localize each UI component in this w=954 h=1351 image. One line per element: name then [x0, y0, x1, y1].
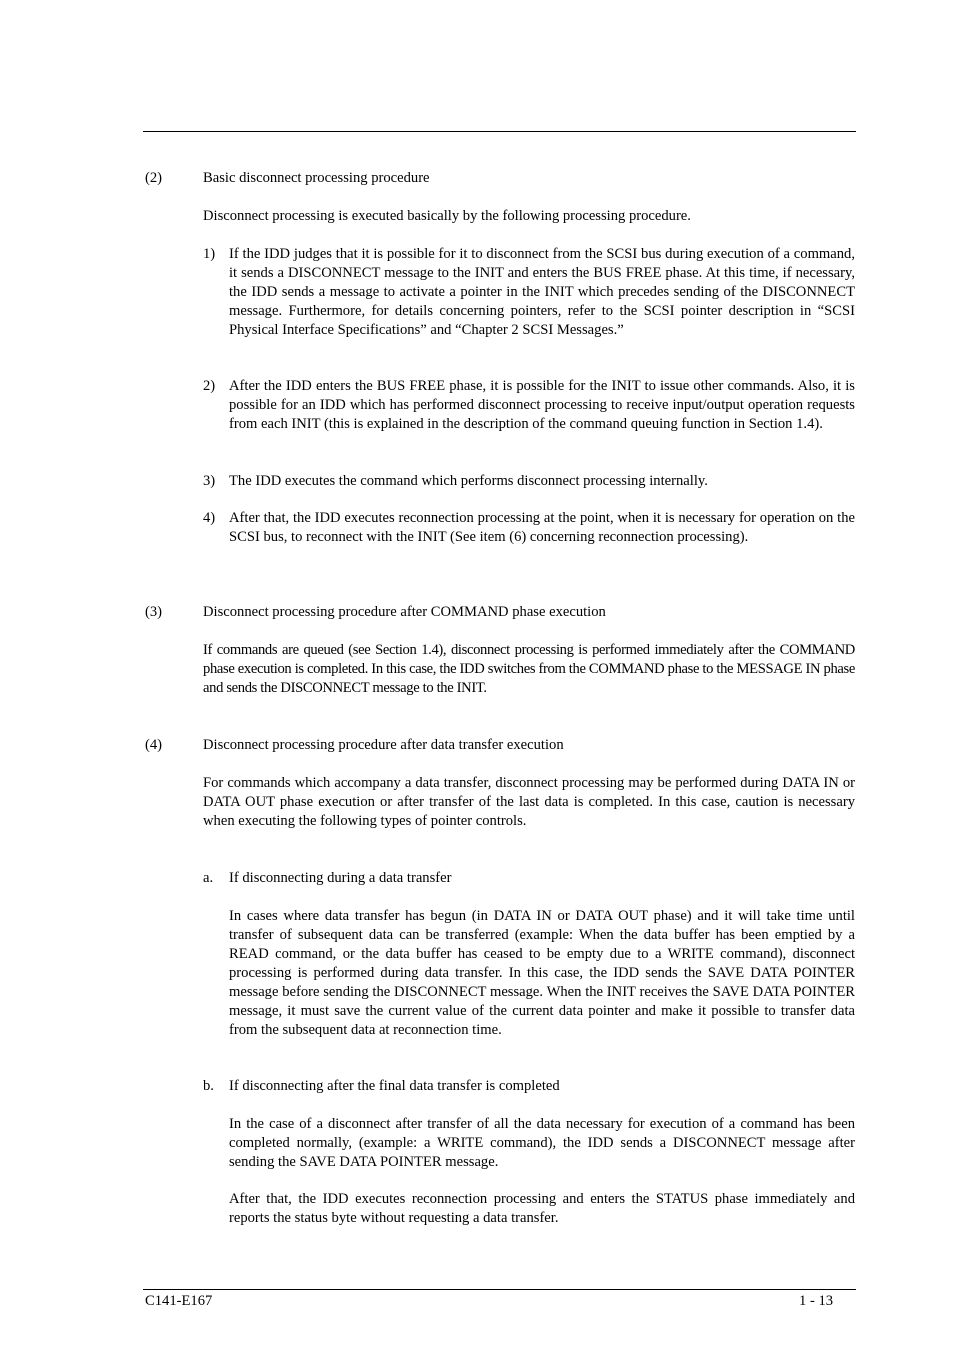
document-id: C141-E167	[145, 1293, 213, 1309]
section-number: (3)	[145, 604, 163, 620]
step-3	[203, 472, 855, 491]
subitem-marker: b.	[203, 1078, 214, 1094]
page-number: 1 - 13	[799, 1293, 834, 1309]
section-title: Basic disconnect processing procedure	[203, 170, 430, 186]
subitem-marker: a.	[203, 870, 214, 886]
step-2	[203, 377, 855, 434]
step-marker: 3)	[203, 473, 216, 489]
subitem-b-heading	[203, 1077, 855, 1096]
step-marker: 2)	[203, 378, 216, 394]
subitem-a-heading	[203, 869, 855, 888]
section-4-body: For commands which accompany a data transfer, disconnect processing may be performed during DATA IN or DATA OUT phase execution or after transfer of the last data is completed. In this case, caution is necessary when executing the following types of pointer controls.	[203, 775, 855, 829]
subitem-title: If disconnecting during a data transfer	[229, 870, 452, 886]
subitem-title: If disconnecting after the final data transfer is completed	[229, 1078, 560, 1094]
subitem-b-body-2: After that, the IDD executes reconnection processing and enters the STATUS phase immediately and reports the status byte without requesting a data transfer.	[229, 1191, 855, 1226]
section-title: Disconnect processing procedure after COMMAND phase execution	[203, 604, 606, 620]
footer-rule	[143, 1289, 856, 1290]
section-title: Disconnect processing procedure after data transfer execution	[203, 737, 564, 753]
step-text: After the IDD enters the BUS FREE phase, it is possible for the INIT to issue other commands. Also, it is possible for an IDD which has performed disconnect processing to receive input/output operation requests from each INIT (this is explained in the description of the command queuing function in Section 1.4).	[229, 378, 855, 432]
subitem-a-body: In cases where data transfer has begun (in DATA IN or DATA OUT phase) and it will take time until transfer of subsequent data can be transferred (example: When the data buffer has been emptied by a READ command, or the data buffer has ceased to be empty due to a WRITE command), disconnect processing is performed during data transfer. In this case, the IDD sends the SAVE DATA POINTER message before sending the DISCONNECT message. When the INIT receives the SAVE DATA POINTER message, it must save the current value of the current data pointer and make it possible to transfer data from the subsequent data at reconnection time.	[229, 908, 855, 1038]
step-text: If the IDD judges that it is possible for it to disconnect from the SCSI bus during execution of a command, it sends a DISCONNECT message to the INIT and enters the BUS FREE phase. At this time, if necessary, the IDD sends a message to activate a pointer in the INIT which precedes sending of the DISCONNECT message. Furthermore, for details concerning pointers, refer to the SCSI pointer description in “SCSI Physical Interface Specifications” and “Chapter 2 SCSI Messages.”	[229, 246, 855, 338]
section-3-body: If commands are queued (see Section 1.4), disconnect processing is performed immediately after the COMMAND phase execution is completed. In this case, the IDD switches from the COMMAND phase to the MESSAGE IN phase and sends the DISCONNECT message to the INIT.	[203, 642, 855, 696]
subitem-b-body-1: In the case of a disconnect after transfer of all the data necessary for execution of a command has been completed normally, (example: a WRITE command), the IDD sends a DISCONNECT message after sending the SAVE DATA POINTER message.	[229, 1116, 855, 1170]
step-text: The IDD executes the command which performs disconnect processing internally.	[229, 473, 708, 489]
section-2-intro: Disconnect processing is executed basically by the following processing procedure.	[203, 208, 691, 224]
step-1	[203, 245, 855, 340]
step-4	[203, 509, 855, 547]
section-number: (2)	[145, 170, 163, 186]
section-number: (4)	[145, 737, 163, 753]
step-marker: 1)	[203, 246, 216, 262]
header-rule	[143, 131, 856, 132]
step-text: After that, the IDD executes reconnection processing at the point, when it is necessary for operation on the SCSI bus, to reconnect with the INIT (See item (6) concerning reconnection processing).	[229, 510, 855, 545]
step-marker: 4)	[203, 510, 216, 526]
